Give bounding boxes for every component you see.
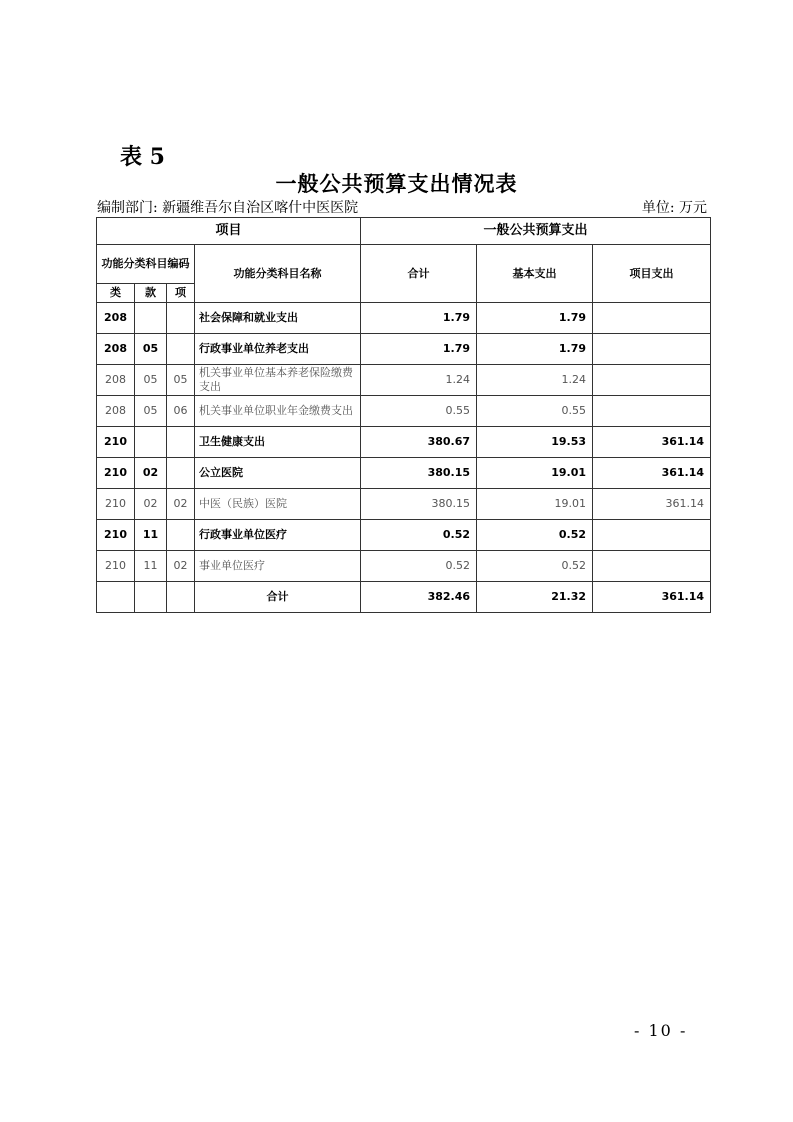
cell-project bbox=[593, 334, 711, 365]
cell-xiang: 06 bbox=[167, 396, 195, 427]
cell-kuan: 11 bbox=[135, 551, 167, 582]
table-row bbox=[97, 551, 711, 582]
header-xiang: 项 bbox=[167, 284, 195, 303]
cell-name: 社会保障和就业支出 bbox=[195, 303, 361, 334]
table-row bbox=[97, 458, 711, 489]
cell-project bbox=[593, 520, 711, 551]
cell-lei: 210 bbox=[97, 458, 135, 489]
table-row bbox=[97, 365, 711, 396]
cell-basic: 0.55 bbox=[477, 396, 593, 427]
cell-name: 行政事业单位养老支出 bbox=[195, 334, 361, 365]
cell-basic: 19.01 bbox=[477, 458, 593, 489]
cell-name: 中医（民族）医院 bbox=[195, 489, 361, 520]
total-basic: 21.32 bbox=[477, 582, 593, 613]
total-row bbox=[97, 582, 711, 613]
cell-total: 380.15 bbox=[361, 458, 477, 489]
header-total: 合计 bbox=[361, 245, 477, 303]
cell-total: 380.15 bbox=[361, 489, 477, 520]
cell-total: 380.67 bbox=[361, 427, 477, 458]
cell-empty bbox=[167, 582, 195, 613]
page-title: 一般公共预算支出情况表 bbox=[275, 171, 518, 196]
cell-lei: 210 bbox=[97, 551, 135, 582]
header-project-group: 项目 bbox=[97, 218, 361, 245]
cell-total: 0.55 bbox=[361, 396, 477, 427]
cell-project bbox=[593, 365, 711, 396]
cell-lei: 208 bbox=[97, 303, 135, 334]
cell-total: 1.79 bbox=[361, 334, 477, 365]
table-row bbox=[97, 334, 711, 365]
cell-xiang: 02 bbox=[167, 489, 195, 520]
table-row bbox=[97, 427, 711, 458]
table-row bbox=[97, 303, 711, 334]
cell-xiang bbox=[167, 303, 195, 334]
header-code: 功能分类科目编码 bbox=[97, 245, 195, 284]
cell-project: 361.14 bbox=[593, 489, 711, 520]
cell-kuan: 05 bbox=[135, 365, 167, 396]
cell-xiang bbox=[167, 427, 195, 458]
cell-kuan: 05 bbox=[135, 396, 167, 427]
cell-lei: 208 bbox=[97, 334, 135, 365]
cell-project bbox=[593, 303, 711, 334]
cell-name: 事业单位医疗 bbox=[195, 551, 361, 582]
header-budget-group: 一般公共预算支出 bbox=[361, 218, 711, 245]
cell-basic: 0.52 bbox=[477, 520, 593, 551]
header-basic: 基本支出 bbox=[477, 245, 593, 303]
cell-project bbox=[593, 551, 711, 582]
cell-name: 机关事业单位基本养老保险缴费支出 bbox=[195, 365, 361, 396]
total-project: 361.14 bbox=[593, 582, 711, 613]
table-number: 表 5 bbox=[120, 144, 165, 170]
cell-kuan bbox=[135, 303, 167, 334]
cell-xiang bbox=[167, 334, 195, 365]
page-number: - 10 - bbox=[634, 1021, 688, 1040]
cell-project bbox=[593, 396, 711, 427]
table-row bbox=[97, 396, 711, 427]
cell-basic: 19.01 bbox=[477, 489, 593, 520]
table-row bbox=[97, 489, 711, 520]
cell-empty bbox=[135, 582, 167, 613]
cell-kuan: 05 bbox=[135, 334, 167, 365]
unit-label: 单位: 万元 bbox=[641, 200, 707, 216]
cell-project: 361.14 bbox=[593, 427, 711, 458]
cell-kuan: 11 bbox=[135, 520, 167, 551]
table-row bbox=[97, 520, 711, 551]
total-label: 合计 bbox=[195, 582, 361, 613]
header-lei: 类 bbox=[97, 284, 135, 303]
cell-empty bbox=[97, 582, 135, 613]
header-name: 功能分类科目名称 bbox=[195, 245, 361, 303]
cell-total: 1.24 bbox=[361, 365, 477, 396]
cell-kuan bbox=[135, 427, 167, 458]
cell-lei: 210 bbox=[97, 520, 135, 551]
header-project: 项目支出 bbox=[593, 245, 711, 303]
cell-name: 公立医院 bbox=[195, 458, 361, 489]
department-label: 编制部门: 新疆维吾尔自治区喀什中医医院 bbox=[97, 200, 359, 216]
cell-basic: 1.79 bbox=[477, 334, 593, 365]
cell-total: 0.52 bbox=[361, 520, 477, 551]
cell-lei: 210 bbox=[97, 489, 135, 520]
header-kuan: 款 bbox=[135, 284, 167, 303]
cell-project: 361.14 bbox=[593, 458, 711, 489]
budget-table bbox=[96, 217, 711, 613]
cell-total: 0.52 bbox=[361, 551, 477, 582]
cell-kuan: 02 bbox=[135, 458, 167, 489]
cell-xiang: 05 bbox=[167, 365, 195, 396]
cell-kuan: 02 bbox=[135, 489, 167, 520]
cell-xiang bbox=[167, 520, 195, 551]
cell-name: 卫生健康支出 bbox=[195, 427, 361, 458]
cell-basic: 1.24 bbox=[477, 365, 593, 396]
cell-xiang: 02 bbox=[167, 551, 195, 582]
cell-lei: 208 bbox=[97, 396, 135, 427]
cell-basic: 0.52 bbox=[477, 551, 593, 582]
total-total: 382.46 bbox=[361, 582, 477, 613]
cell-lei: 208 bbox=[97, 365, 135, 396]
cell-basic: 19.53 bbox=[477, 427, 593, 458]
cell-name: 行政事业单位医疗 bbox=[195, 520, 361, 551]
cell-basic: 1.79 bbox=[477, 303, 593, 334]
cell-xiang bbox=[167, 458, 195, 489]
cell-total: 1.79 bbox=[361, 303, 477, 334]
cell-name: 机关事业单位职业年金缴费支出 bbox=[195, 396, 361, 427]
cell-lei: 210 bbox=[97, 427, 135, 458]
